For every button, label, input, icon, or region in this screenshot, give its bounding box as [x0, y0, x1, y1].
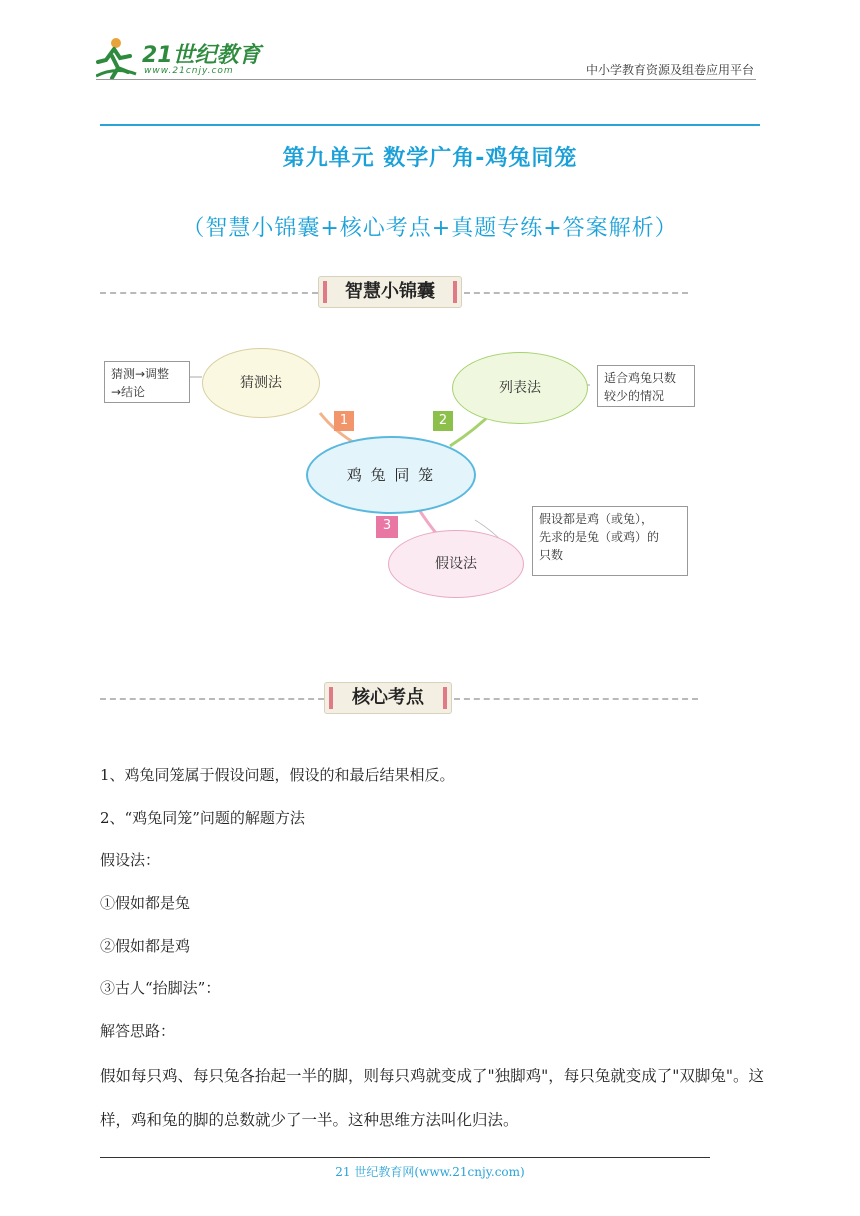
- table-method-note: [597, 365, 695, 407]
- assume-method-note: [532, 506, 688, 576]
- guess-method-note: [104, 361, 190, 403]
- table-note-line1: 适合鸡兔只数: [604, 371, 677, 385]
- section2-dash-left: [100, 698, 324, 700]
- page-subtitle: （智慧小锦囊+核心考点+真题专练+答案解析）: [182, 216, 678, 241]
- platform-name: 中小学教育资源及组卷应用平台: [585, 63, 754, 77]
- section1-dash-right: [464, 292, 688, 294]
- branch-number-2: 2: [433, 411, 453, 431]
- section1-dash-left: [100, 292, 318, 294]
- center-topic-node: [306, 436, 476, 514]
- point-1: 1、鸡兔同笼属于假设问题，假设的和最后结果相反。: [100, 766, 455, 784]
- method-item-2: ②假如都是鸡: [100, 937, 191, 955]
- assume-method-node: [388, 530, 524, 598]
- section2-dash-right: [454, 698, 698, 700]
- point-2: 2、“鸡兔同笼”问题的解题方法: [100, 809, 305, 827]
- section2-label: 核心考点: [352, 687, 424, 708]
- table-method-node: [452, 352, 588, 424]
- solution-heading: 解答思路：: [100, 1022, 176, 1040]
- method-item-3: ③古人“抬脚法”：: [100, 979, 221, 997]
- section1-banner: [318, 276, 462, 308]
- guess-method-node: [202, 348, 320, 418]
- branch-number-3: 3: [376, 516, 398, 538]
- title-divider: [100, 124, 760, 126]
- logo-url: www.21cnjy.com: [144, 66, 234, 76]
- site-logo: [96, 36, 266, 80]
- page-title: 第九单元 数学广角-鸡兔同笼: [282, 146, 578, 171]
- header-divider: [96, 79, 756, 80]
- footer-text: 21 世纪教育网(www.21cnjy.com): [335, 1165, 525, 1179]
- assume-method-label: 假设法: [435, 556, 477, 572]
- section1-label: 智慧小锦囊: [345, 281, 435, 302]
- method-heading: 假设法：: [100, 851, 161, 869]
- assume-note-line3: 只数: [539, 548, 564, 562]
- branch-number-1: 1: [334, 411, 354, 431]
- assume-note-line1: 假设都是鸡（或兔），: [539, 512, 654, 526]
- guess-note-line1: 猜测→调整: [111, 367, 170, 381]
- footer-divider: [100, 1157, 710, 1158]
- solution-paragraph: 假如每只鸡、每只兔各抬起一半的脚，则每只鸡就变成了"独脚鸡"，每只兔就变成了"双脚兔"。这样，鸡和兔的脚的总数就少了一半。这种思维方法叫化归法。: [100, 1067, 765, 1129]
- method-item-1: ①假如都是兔: [100, 894, 191, 912]
- guess-method-label: 猜测法: [240, 375, 282, 391]
- center-topic-label: 鸡 兔 同 笼: [346, 466, 436, 484]
- table-method-label: 列表法: [499, 380, 541, 396]
- logo-text: 21世纪教育: [142, 43, 261, 68]
- assume-note-line2: 先求的是兔（或鸡）的: [539, 530, 660, 544]
- table-note-line2: 较少的情况: [604, 389, 665, 403]
- guess-note-line2: →结论: [111, 385, 146, 399]
- section2-banner: [324, 682, 452, 714]
